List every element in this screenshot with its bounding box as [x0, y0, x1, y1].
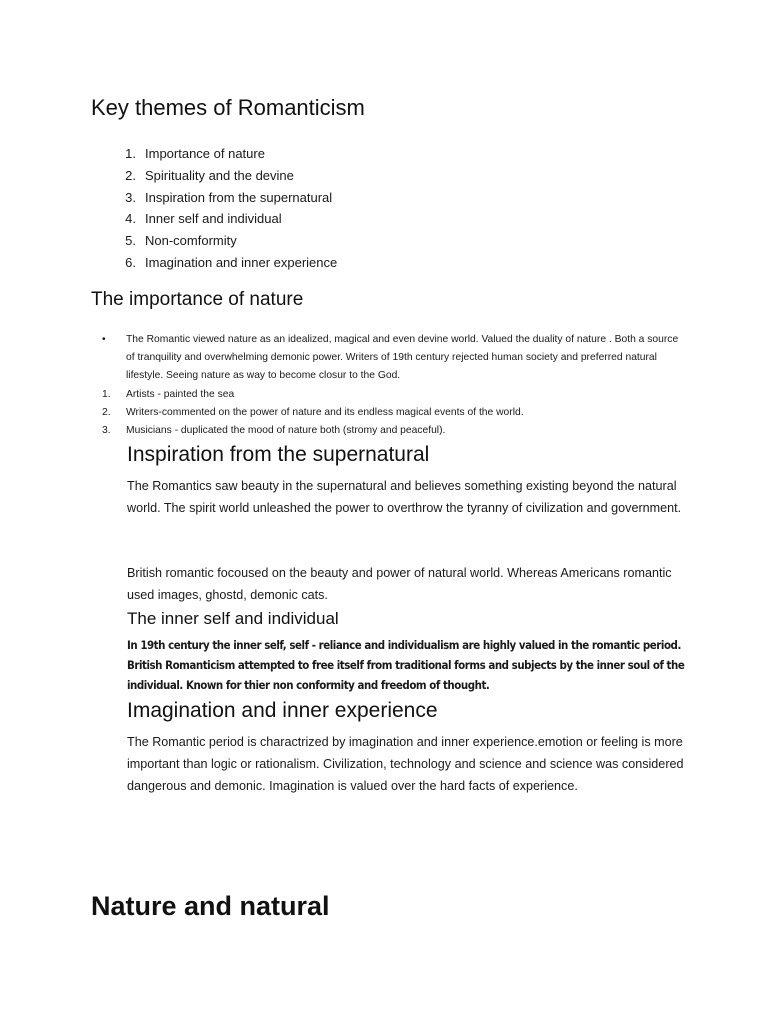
list-item-text: Spirituality and the devine — [145, 167, 294, 183]
list-item-text: Imagination and inner experience — [145, 254, 338, 270]
list-item-text: Artists - painted the sea — [126, 388, 235, 400]
list-item — [91, 143, 337, 165]
list-number: 6. — [125, 254, 136, 270]
imagination-paragraph: The Romantic period is charactrized by imagination and inner experience.emotion or feeling is more important than logic or rationalism. Civilization, technology and science and science was considered dangerous and demonic. Imagination is valued over the hard facts of experience. — [127, 735, 684, 793]
imagination-heading: Imagination and inner experience — [127, 699, 438, 722]
list-number: 2. — [125, 167, 136, 183]
list-number: 2. — [102, 406, 111, 418]
list-number: 1. — [125, 146, 136, 161]
nature-and-natural-heading: Nature and natural — [91, 891, 330, 921]
list-item — [91, 208, 337, 230]
list-item-text: Musicians - duplicated the mood of nature both (stromy and peaceful). — [126, 425, 446, 437]
list-item — [91, 252, 337, 274]
key-themes-list — [91, 143, 337, 274]
list-item — [91, 187, 337, 209]
list-item-text: Importance of nature — [145, 146, 265, 161]
list-number: 5. — [125, 233, 136, 249]
nature-bullet-text: The Romantic viewed nature as an idealized, magical and even devine world. Valued the duality of nature . Both a source of tranquility and overwhelming demonic power. Writers of 19th century rejected human society and preferred natural lifestyle. Seeing nature as way to become closur to the God. — [126, 334, 679, 382]
list-item-text: Inner self and individual — [145, 211, 282, 227]
supernatural-paragraph-1: The Romantics saw beauty in the supernatural and believes something existing beyond the natural world. The spirit world unleashed the power to overthrow the tyranny of civilization and government. — [127, 479, 682, 515]
list-number: 4. — [125, 211, 136, 227]
list-number: 3. — [125, 189, 136, 205]
bullet-marker: • — [102, 334, 106, 345]
inner-self-paragraph: In 19th century the inner self, self - reliance and individualism are highly valued in the romantic period. British Romanticism attempted to free itself from traditional forms and subjects by the inner soul of the individual. Known for thier non conformity and freedom of thought. — [127, 638, 685, 692]
list-number: 3. — [102, 425, 111, 437]
list-item — [100, 404, 680, 422]
nature-heading: The importance of nature — [91, 289, 304, 310]
list-item — [100, 386, 680, 404]
list-number: 1. — [102, 388, 111, 400]
supernatural-paragraph-2: British romantic focoused on the beauty and power of natural world. Whereas Americans romantic used images, ghostd, demonic cats. — [127, 566, 672, 602]
list-item — [91, 165, 337, 187]
list-item — [100, 331, 680, 386]
supernatural-heading: Inspiration from the supernatural — [127, 443, 430, 466]
list-item-text: Inspiration from the supernatural — [145, 189, 333, 205]
list-item — [91, 230, 337, 252]
nature-section — [100, 331, 680, 440]
list-item-text: Non-comformity — [145, 233, 237, 249]
list-item-text: Writers-commented on the power of nature and its endless magical events of the world. — [126, 406, 524, 418]
list-item — [100, 422, 680, 440]
key-themes-heading: Key themes of Romanticism — [91, 95, 365, 120]
inner-self-heading: The inner self and individual — [127, 609, 339, 628]
